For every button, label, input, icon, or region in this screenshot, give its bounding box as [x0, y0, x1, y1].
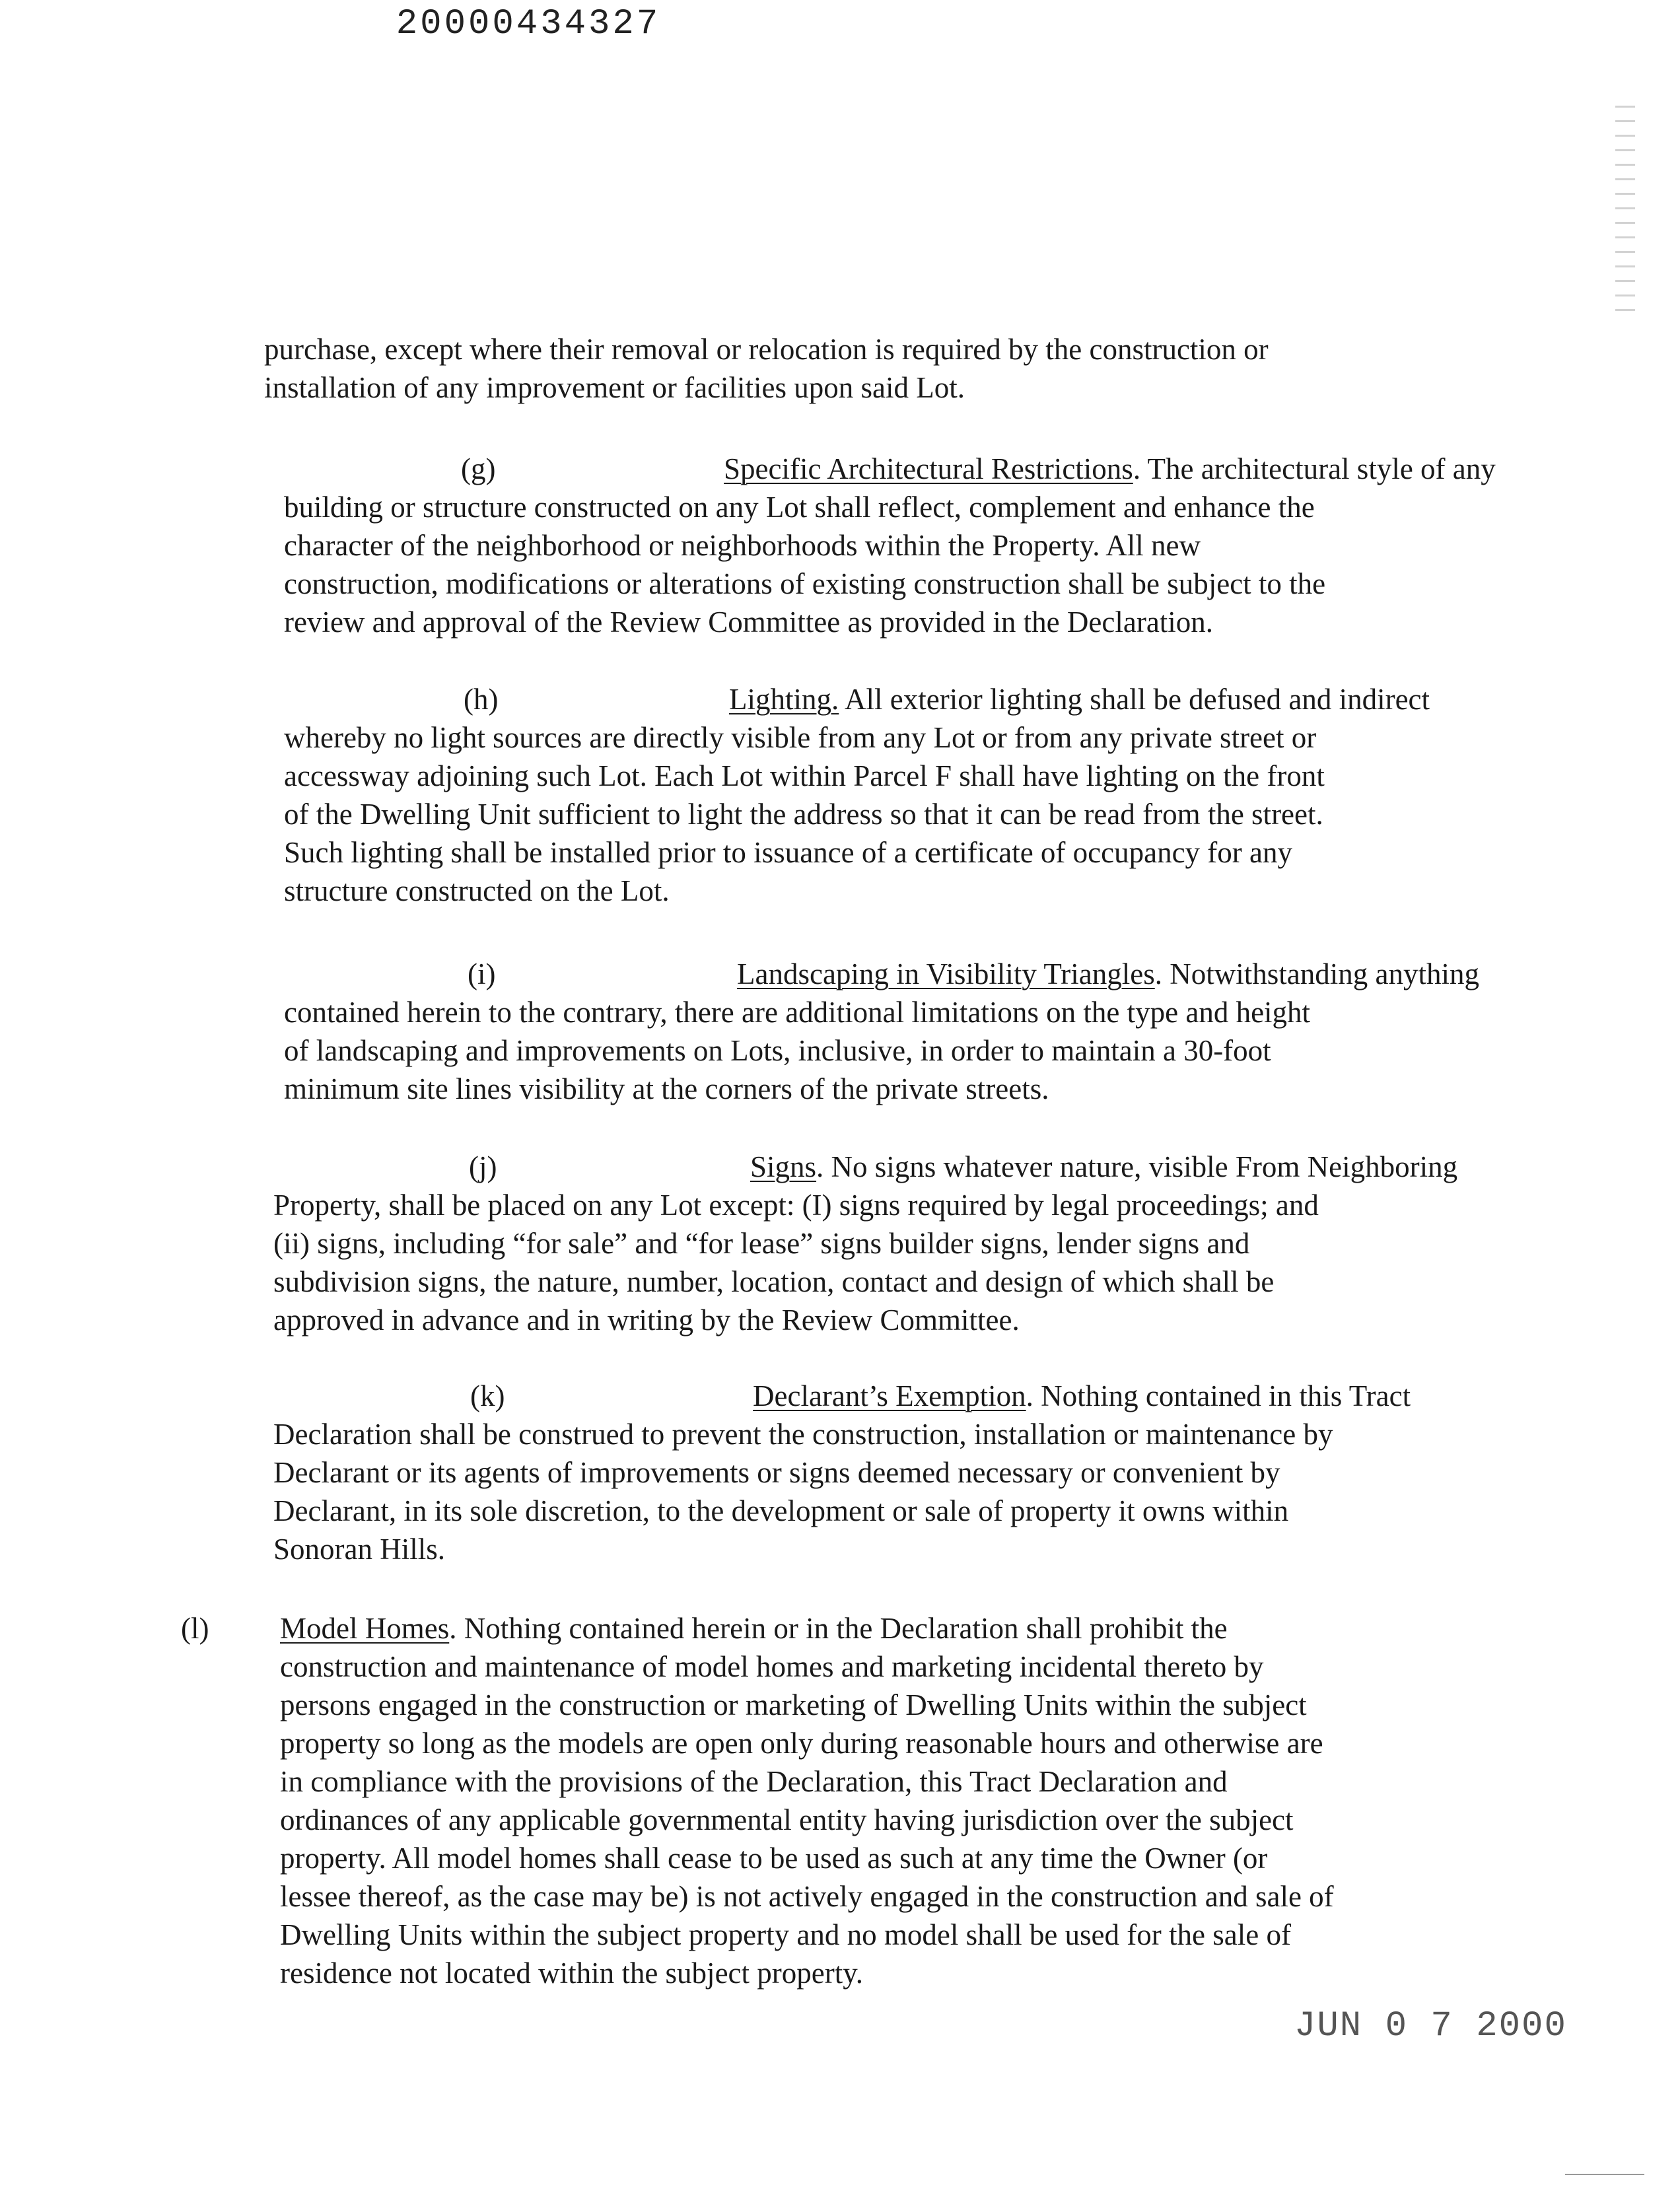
text-line: residence not located within the subject property.	[280, 1957, 864, 1990]
paragraph-marker: (l)	[181, 1612, 209, 1645]
paragraph-g	[284, 450, 1496, 641]
text-line: Declarant or its agents of improvements or signs deemed necessary or convenient by	[273, 1456, 1280, 1489]
text-line: subdivision signs, the nature, number, location, contact and design of which shall be	[273, 1265, 1275, 1298]
paragraph-marker: (k)	[470, 1379, 505, 1412]
paragraph-h	[284, 680, 1430, 910]
text-line: of landscaping and improvements on Lots, inclusive, in order to maintain a 30-foot	[284, 1034, 1271, 1067]
paragraph-marker: (g)	[461, 452, 496, 485]
text-line: property. All model homes shall cease to be used as such at any time the Owner (or	[280, 1842, 1268, 1875]
paragraph-k	[273, 1377, 1411, 1568]
section-heading: Signs	[750, 1150, 817, 1183]
text-line: character of the neighborhood or neighborhoods within the Property. All new	[284, 529, 1201, 562]
paragraph-i	[284, 955, 1479, 1108]
paragraph-body	[181, 1648, 1334, 1992]
text-line: structure constructed on the Lot.	[284, 874, 670, 907]
text-line: in compliance with the provisions of the Declaration, this Tract Declaration and	[280, 1765, 1228, 1798]
text-run: . Nothing contained in this Tract	[1026, 1379, 1411, 1412]
text-line: purchase, except where their removal or relocation is required by the construction or	[264, 333, 1269, 366]
text-line: installation of any improvement or facilities upon said Lot.	[264, 371, 965, 404]
scan-margin-marks	[1615, 106, 1635, 324]
text-line: lessee thereof, as the case may be) is not actively engaged in the construction and sale of	[280, 1880, 1334, 1913]
text-line: Dwelling Units within the subject property and no model shall be used for the sale of	[280, 1918, 1291, 1951]
text-line: accessway adjoining such Lot. Each Lot within Parcel F shall have lighting on the front	[284, 759, 1325, 792]
paragraph-continuation	[264, 330, 1269, 407]
section-heading: Lighting.	[729, 683, 839, 716]
text-line: building or structure constructed on any Lot shall reflect, complement and enhance the	[284, 491, 1315, 524]
date-stamp: JUN 0 7 2000	[1294, 2006, 1567, 2046]
text-run: All exterior lighting shall be defused and indirect	[839, 683, 1430, 716]
text-line: Property, shall be placed on any Lot except: (I) signs required by legal proceedings; and	[273, 1189, 1319, 1222]
text-line: Sonoran Hills.	[273, 1533, 446, 1566]
text-run: . The architectural style of any	[1133, 452, 1496, 485]
text-line: review and approval of the Review Committee as provided in the Declaration.	[284, 606, 1214, 639]
paragraph-first-line	[273, 1377, 1411, 1415]
text-run: . Notwithstanding anything	[1154, 957, 1479, 990]
document-number: 20000434327	[396, 4, 661, 44]
paragraph-j	[273, 1148, 1457, 1339]
text-line: ordinances of any applicable governmental entity having jurisdiction over the subject	[280, 1803, 1294, 1836]
text-line: minimum site lines visibility at the corners of the private streets.	[284, 1072, 1049, 1105]
text-line: persons engaged in the construction or marketing of Dwelling Units within the subject	[280, 1688, 1307, 1721]
text-line: contained herein to the contrary, there are additional limitations on the type and height	[284, 996, 1311, 1029]
paragraph-first-line	[284, 680, 1430, 718]
text-line: whereby no light sources are directly visible from any Lot or from any private street or	[284, 721, 1317, 754]
section-heading: Model Homes	[280, 1612, 450, 1645]
paragraph-marker: (i)	[468, 957, 496, 990]
paragraph-first-line	[273, 1148, 1457, 1186]
paragraph-marker: (j)	[469, 1150, 497, 1183]
text-line: of the Dwelling Unit sufficient to light the address so that it can be read from the street.	[284, 798, 1323, 831]
scan-edge-mark	[1565, 2174, 1644, 2175]
text-line: Such lighting shall be installed prior to issuance of a certificate of occupancy for any	[284, 836, 1292, 869]
paragraph-first-line	[284, 955, 1479, 993]
text-line: Declaration shall be construed to prevent the construction, installation or maintenance by	[273, 1418, 1333, 1451]
text-line: (ii) signs, including “for sale” and “for lease” signs builder signs, lender signs and	[273, 1227, 1250, 1260]
paragraph-marker: (h)	[464, 683, 499, 716]
paragraph-first-line	[284, 450, 1496, 488]
text-line: property so long as the models are open only during reasonable hours and otherwise are	[280, 1727, 1323, 1760]
section-heading: Landscaping in Visibility Triangles	[737, 957, 1155, 990]
paragraph-l	[181, 1609, 1334, 1992]
text-line: Declarant, in its sole discretion, to the development or sale of property it owns within	[273, 1494, 1289, 1527]
text-run: . Nothing contained herein or in the Declaration shall prohibit the	[449, 1612, 1228, 1645]
text-line: construction, modifications or alterations of existing construction shall be subject to the	[284, 567, 1326, 600]
paragraph-first-line	[181, 1609, 1334, 1648]
section-heading: Specific Architectural Restrictions	[724, 452, 1133, 485]
text-run: . No signs whatever nature, visible From Neighboring	[816, 1150, 1458, 1183]
text-line: approved in advance and in writing by the Review Committee.	[273, 1303, 1020, 1336]
text-line: construction and maintenance of model homes and marketing incidental thereto by	[280, 1650, 1264, 1683]
section-heading: Declarant’s Exemption	[753, 1379, 1026, 1412]
